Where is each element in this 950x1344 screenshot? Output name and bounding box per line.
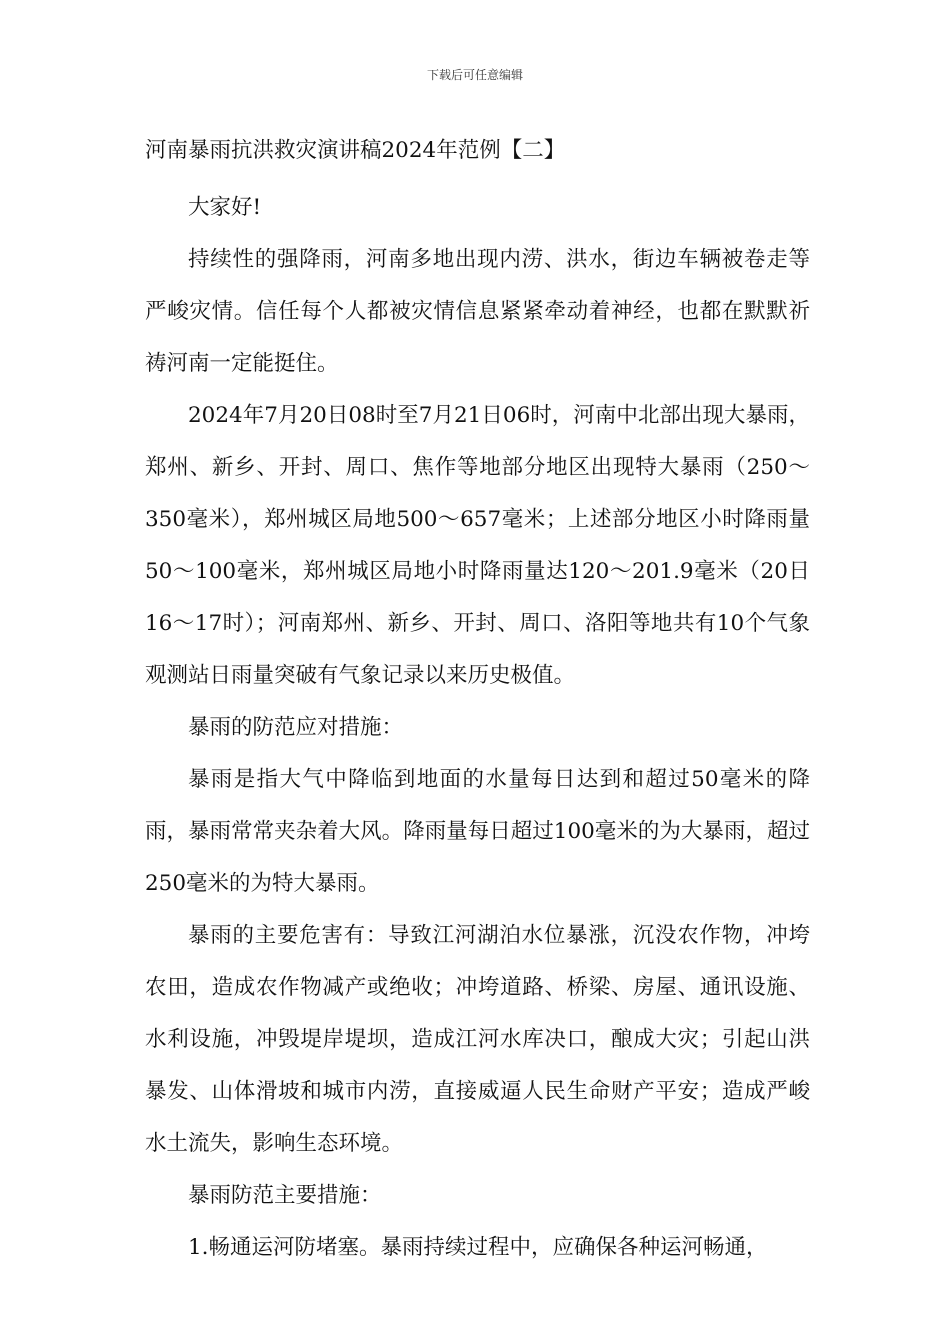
paragraph-prevention-heading: 暴雨防范主要措施：	[188, 1183, 382, 1208]
header-note: 下载后可任意编辑	[426, 68, 523, 82]
paragraph-measure-1: 1.畅通运河防堵塞。暴雨持续过程中，应确保各种运河畅通，	[188, 1235, 768, 1260]
paragraph-hazards: 暴雨的主要危害有：导致江河湖泊水位暴涨，沉没农作物，冲垮农田，造成农作物减产或绝收；冲垮道路、桥梁、房屋、通讯设施、水利设施，冲毁堤岸堤坝，造成江河水库决口，酿成大灾；引起山洪暴发、山体滑坡和城市内涝，直接威逼人民生命财产平安；造成严峻水土流失，影响生态环境。	[145, 923, 810, 1156]
paragraph-measures-heading: 暴雨的防范应对措施：	[188, 715, 404, 740]
document-title: 河南暴雨抗洪救灾演讲稿2024年范例【二】	[145, 138, 566, 163]
paragraph-intro: 持续性的强降雨，河南多地出现内涝、洪水，街边车辆被卷走等严峻灾情。信任每个人都被灾情信息紧紧牵动着神经，也都在默默祈祷河南一定能挺住。	[145, 247, 810, 376]
document-body	[145, 128, 810, 1274]
paragraph-rainfall-data: 2024年7月20日08时至7月21日06时，河南中北部出现大暴雨，郑州、新乡、开封、周口、焦作等地部分地区出现特大暴雨（250～350毫米），郑州城区局地500～657毫米；上述部分地区小时降雨量50～100毫米，郑州城区局地小时降雨量达120～201.9毫米（20日16～17时）；河南郑州、新乡、开封、周口、洛阳等地共有10个气象观测站日雨量突破有气象记录以来历史极值。	[145, 403, 810, 688]
paragraph-greeting: 大家好!	[188, 195, 262, 220]
paragraph-definition: 暴雨是指大气中降临到地面的水量每日达到和超过50毫米的降雨，暴雨常常夹杂着大风。降雨量每日超过100毫米的为大暴雨，超过250毫米的为特大暴雨。	[145, 767, 810, 896]
